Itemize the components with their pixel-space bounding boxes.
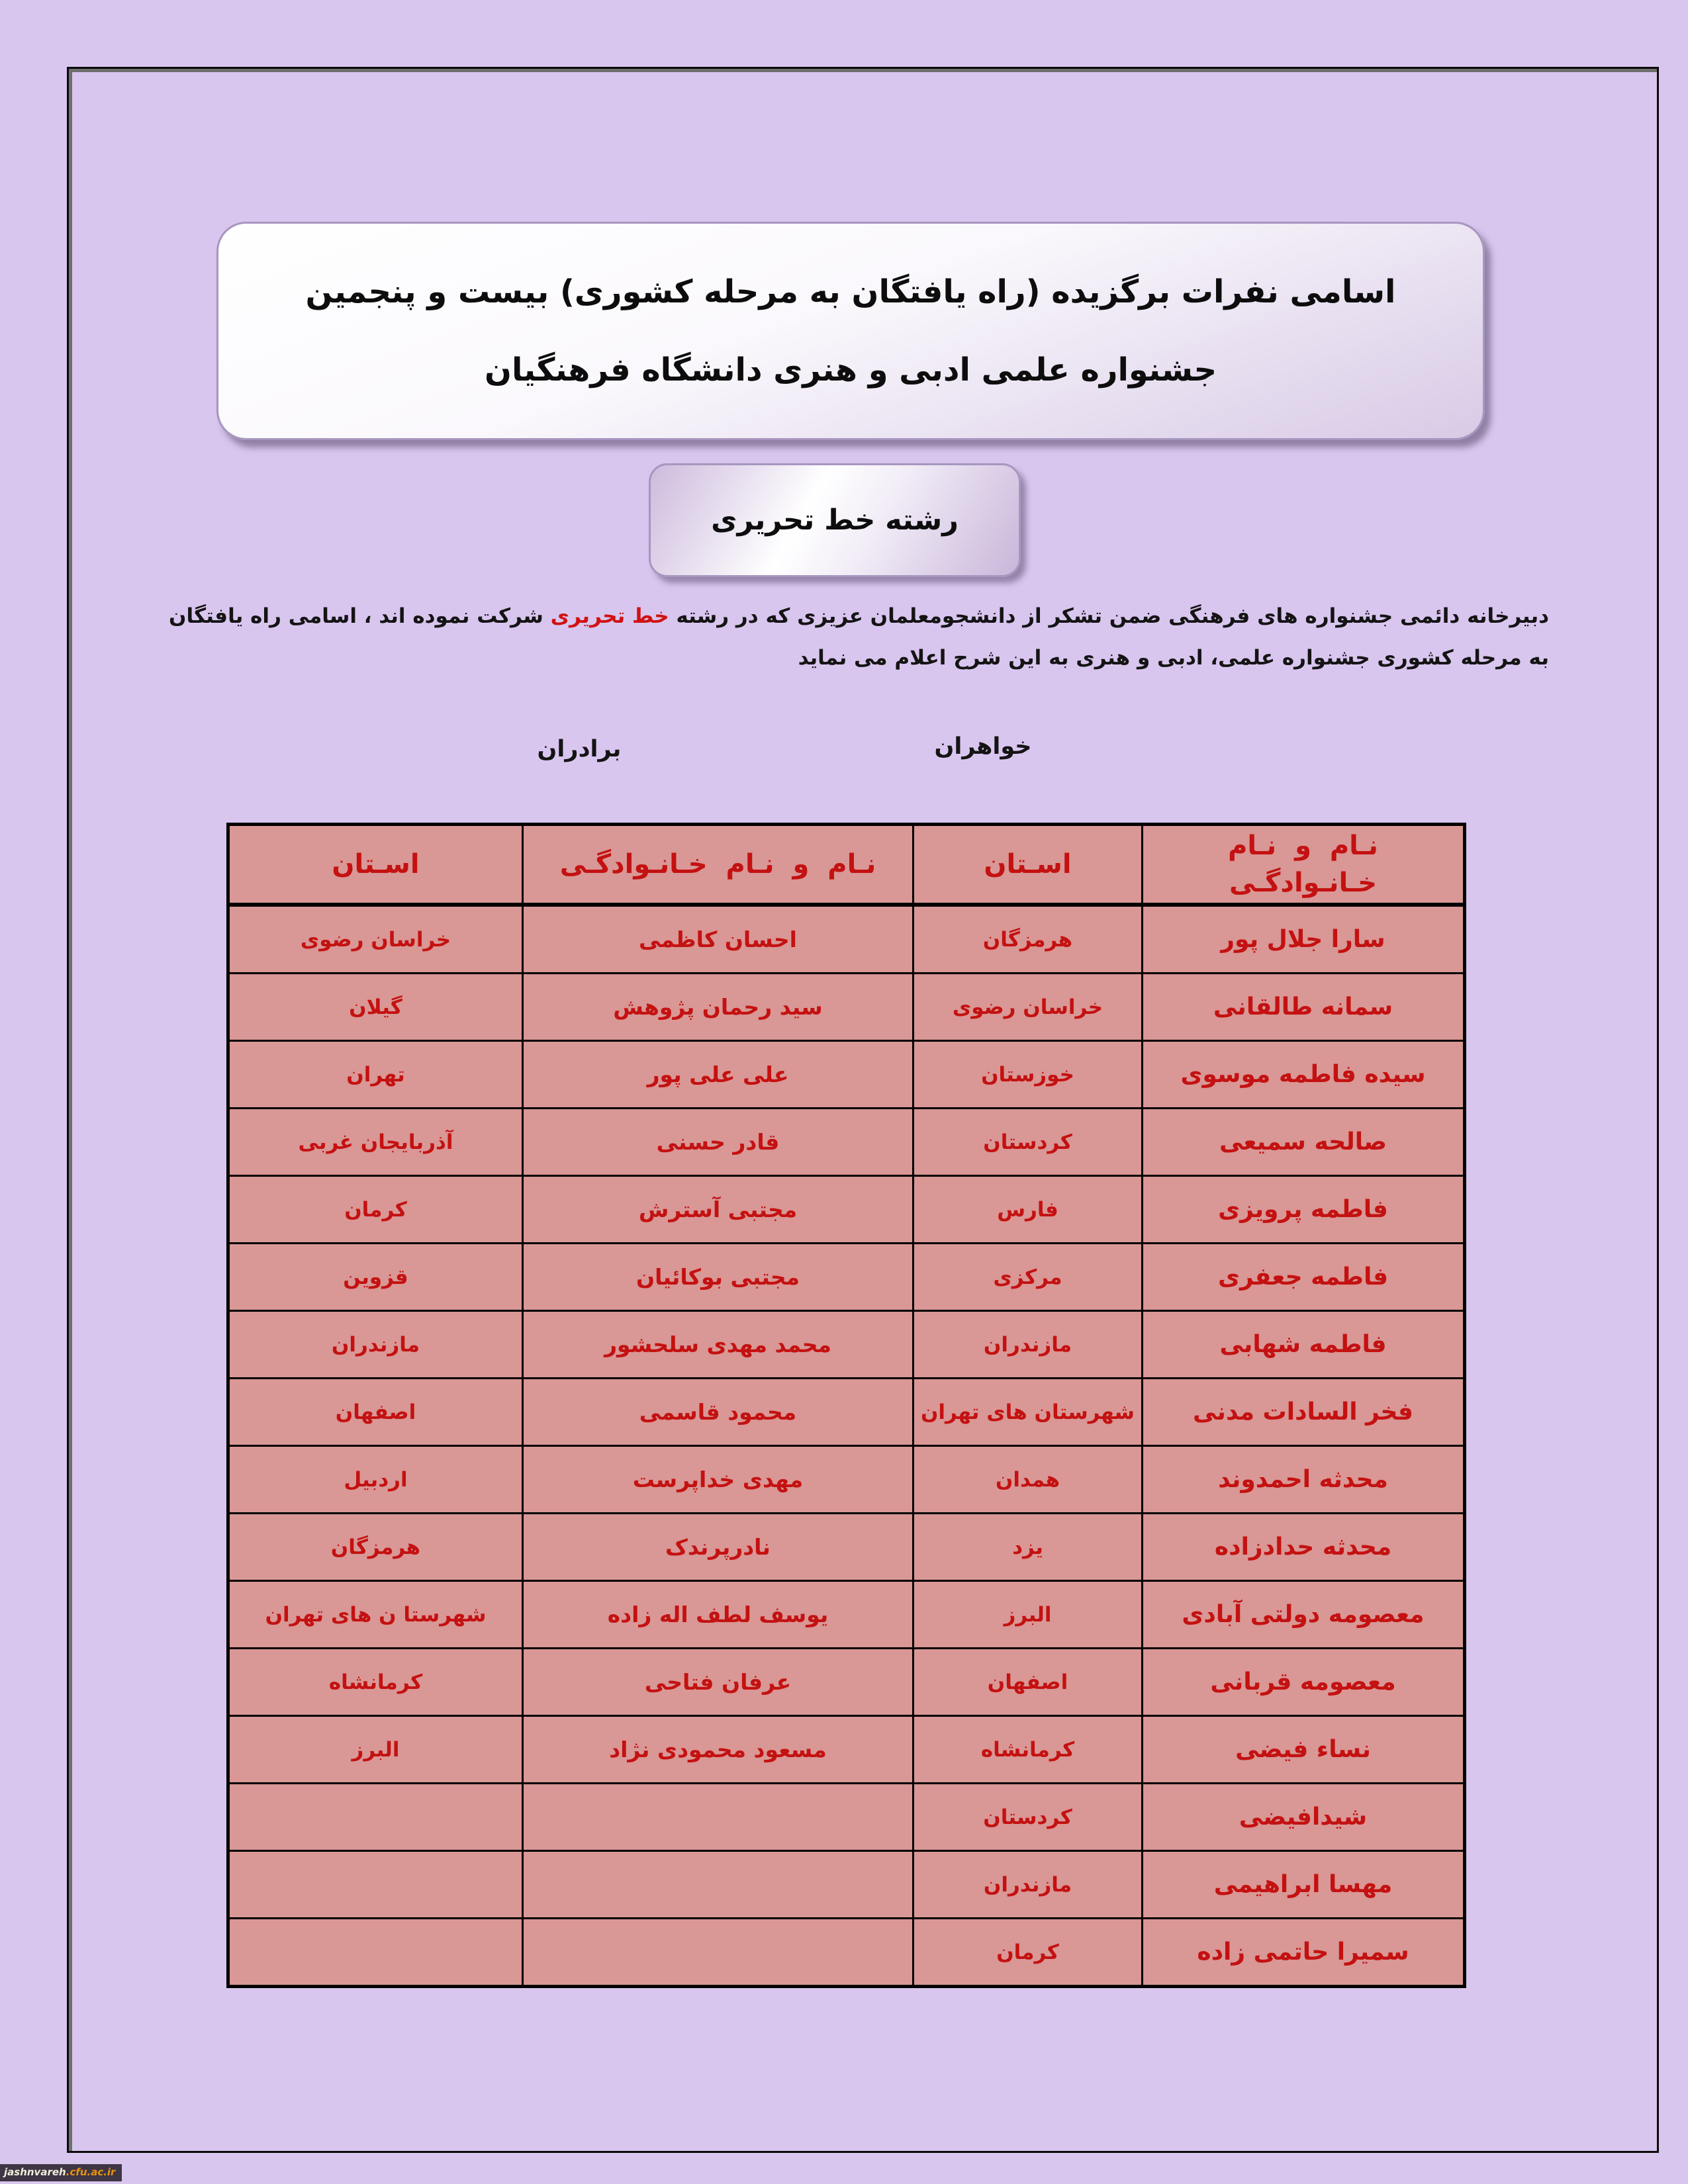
sister-province: یزد: [914, 1514, 1143, 1581]
sister-province: مازندران: [914, 1851, 1143, 1919]
brother-province: [228, 1919, 523, 1987]
sister-province: فارس: [914, 1176, 1143, 1244]
sister-name: صالحه سمیعی: [1143, 1109, 1465, 1176]
title-line-1: اسامی نفرات برگزیده (راه یافتگان به مرحله کشوری) بیست و پنجمین: [305, 273, 1396, 310]
sister-province: کرمانشاه: [914, 1716, 1143, 1784]
brother-province: تهران: [228, 1041, 523, 1109]
brother-province: گیلان: [228, 974, 523, 1041]
brother-province: اصفهان: [228, 1379, 523, 1446]
table-row: [228, 974, 1465, 1041]
title-banner: [216, 222, 1485, 440]
brother-province: اردبیل: [228, 1446, 523, 1514]
brother-province: شهرستا ن های تهران: [228, 1581, 523, 1649]
table-row: [228, 1514, 1465, 1581]
sister-province: خراسان رضوی: [914, 974, 1143, 1041]
sister-province: مازندران: [914, 1311, 1143, 1379]
brother-province: قزوین: [228, 1244, 523, 1311]
sister-name: سمیرا حاتمی زاده: [1143, 1919, 1465, 1987]
brother-province: کرمانشاه: [228, 1649, 523, 1716]
table-row: [228, 1716, 1465, 1784]
sister-name: محدثه احمدوند: [1143, 1446, 1465, 1514]
brother-name: [523, 1851, 914, 1919]
table-row: [228, 1109, 1465, 1176]
intro-paragraph: [142, 596, 1549, 679]
brother-name: قادر حسنی: [523, 1109, 914, 1176]
header-sisters-province: اسـتان: [914, 825, 1143, 905]
sister-province: مرکزی: [914, 1244, 1143, 1311]
section-label-brothers: برادران: [537, 736, 622, 762]
intro-highlight: خط تحریری: [550, 604, 669, 628]
table-row: [228, 1176, 1465, 1244]
sister-province: اصفهان: [914, 1649, 1143, 1716]
sister-name: معصومه دولتی آبادی: [1143, 1581, 1465, 1649]
brother-name: علی علی پور: [523, 1041, 914, 1109]
table-row: [228, 1851, 1465, 1919]
sister-province: هرمزگان: [914, 905, 1143, 974]
sister-province: کرمان: [914, 1919, 1143, 1987]
sister-name: نساء فیضی: [1143, 1716, 1465, 1784]
brother-province: هرمزگان: [228, 1514, 523, 1581]
brother-province: کرمان: [228, 1176, 523, 1244]
brother-province: آذربایجان غربی: [228, 1109, 523, 1176]
brother-name: محمود قاسمی: [523, 1379, 914, 1446]
brother-name: [523, 1919, 914, 1987]
brother-province: [228, 1784, 523, 1851]
brother-province: خراسان رضوی: [228, 905, 523, 974]
table-row: [228, 1244, 1465, 1311]
winners-table: [226, 823, 1466, 1988]
table-row: [228, 1446, 1465, 1514]
section-label-sisters: خواهران: [934, 733, 1032, 760]
header-brothers-name: نـام و نـام خـانـوادگـی: [523, 825, 914, 905]
sister-name: سارا جلال پور: [1143, 905, 1465, 974]
brother-name: یوسف لطف اله زاده: [523, 1581, 914, 1649]
intro-text-part1: دبیرخانه دائمی جشنواره های فرهنگی ضمن تشکر از دانشجومعلمان عزیزی که در رشته: [669, 604, 1549, 628]
watermark-badge: [0, 2164, 122, 2181]
brother-name: سید رحمان پژوهش: [523, 974, 914, 1041]
brother-name: احسان کاظمی: [523, 905, 914, 974]
brother-name: مسعود محمودی نژاد: [523, 1716, 914, 1784]
field-badge: [649, 463, 1021, 577]
sister-name: فخر السادات مدنی: [1143, 1379, 1465, 1446]
header-sisters-name: نـام و نـام خـانـوادگـی: [1143, 825, 1465, 905]
brother-name: [523, 1784, 914, 1851]
watermark-site: jashnvareh: [4, 2166, 66, 2178]
table-header-row: [228, 825, 1465, 905]
brother-name: مهدی خداپرست: [523, 1446, 914, 1514]
sister-name: فاطمه پرویزی: [1143, 1176, 1465, 1244]
sister-name: فاطمه جعفری: [1143, 1244, 1465, 1311]
brother-province: البرز: [228, 1716, 523, 1784]
sister-province: کردستان: [914, 1109, 1143, 1176]
sister-name: فاطمه شهابی: [1143, 1311, 1465, 1379]
sister-name: مهسا ابراهیمی: [1143, 1851, 1465, 1919]
title-line-2: جشنواره علمی ادبی و هنری دانشگاه فرهنگیان: [484, 351, 1217, 389]
sister-province: کردستان: [914, 1784, 1143, 1851]
sister-province: شهرستان های تهران: [914, 1379, 1143, 1446]
brother-province: مازندران: [228, 1311, 523, 1379]
sister-name: سمانه طالقانی: [1143, 974, 1465, 1041]
brother-name: محمد مهدی سلحشور: [523, 1311, 914, 1379]
brother-name: مجتبی آسترش: [523, 1176, 914, 1244]
brother-province: [228, 1851, 523, 1919]
table-row: [228, 1581, 1465, 1649]
sister-name: سیده فاطمه موسوی: [1143, 1041, 1465, 1109]
table-row: [228, 1379, 1465, 1446]
table-row: [228, 1784, 1465, 1851]
table-row: [228, 1041, 1465, 1109]
field-badge-label: رشته خط تحریری: [711, 504, 959, 537]
sister-province: خوزستان: [914, 1041, 1143, 1109]
table-row: [228, 1311, 1465, 1379]
intro-text-part2: شرکت نموده اند ، اسامی راه یافتگان به مرحله کشوری جشنواره علمی، ادبی و هنری به این شرح اعلام می نماید: [168, 604, 1549, 670]
table-row: [228, 905, 1465, 974]
table-row: [228, 1919, 1465, 1987]
watermark-domain: .cfu.ac.ir: [66, 2166, 116, 2178]
brother-name: عرفان فتاحی: [523, 1649, 914, 1716]
sister-province: همدان: [914, 1446, 1143, 1514]
table-row: [228, 1649, 1465, 1716]
brother-name: مجتبی بوکائیان: [523, 1244, 914, 1311]
header-brothers-province: اسـتان: [228, 825, 523, 905]
sister-name: معصومه قربانی: [1143, 1649, 1465, 1716]
sister-name: شیدافیضی: [1143, 1784, 1465, 1851]
sister-name: محدثه حدادزاده: [1143, 1514, 1465, 1581]
brother-name: نادرپرندک: [523, 1514, 914, 1581]
sister-province: البرز: [914, 1581, 1143, 1649]
